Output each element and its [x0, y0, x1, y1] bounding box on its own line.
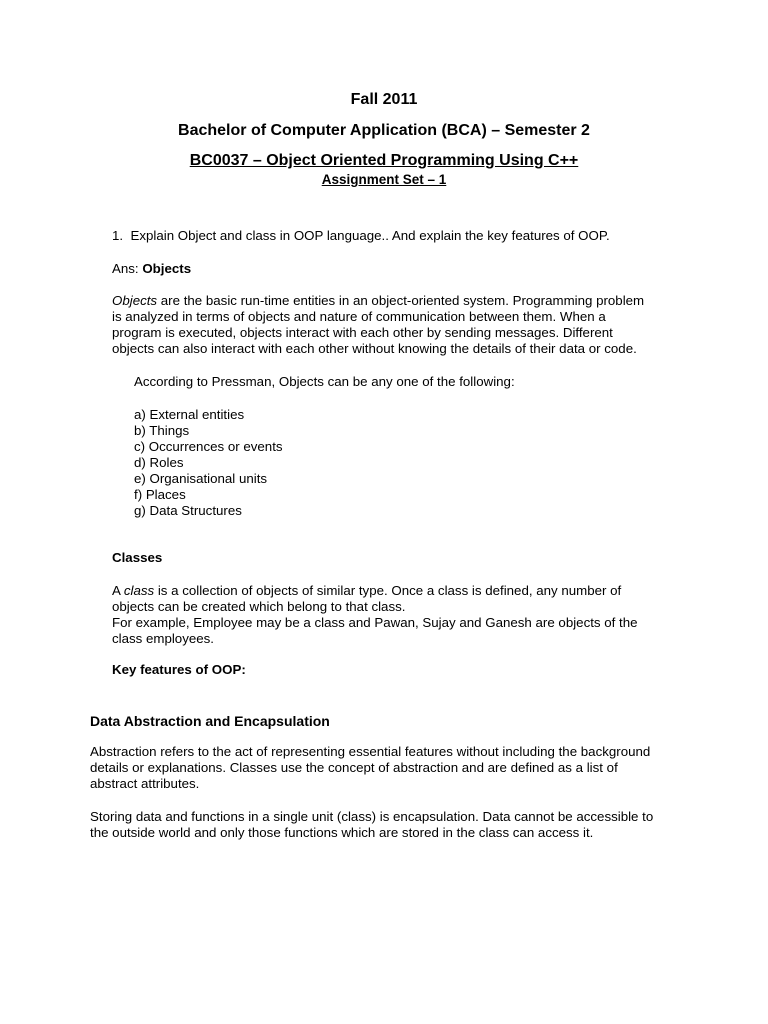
classes-para-line-3: For example, Employee may be a class and Pawan, Sujay and Ganesh are objects of the — [112, 615, 638, 630]
list-item: c) Occurrences or events — [134, 439, 283, 454]
object-types-list — [134, 407, 283, 519]
list-item: g) Data Structures — [134, 503, 242, 518]
objects-para-line-1-text: are the basic run-time entities in an object-oriented system. Programming problem — [157, 293, 645, 308]
pressman-statement: According to Pressman, Objects can be any one of the following: — [134, 374, 515, 389]
objects-paragraph — [112, 293, 672, 357]
abstraction-para-line-3: abstract attributes. — [90, 776, 200, 791]
abstraction-paragraph — [90, 744, 690, 792]
classes-heading: Classes — [112, 550, 163, 565]
abstraction-para-line-2: details or explanations. Classes use the concept of abstraction and are defined as a list of — [90, 760, 618, 775]
list-item: b) Things — [134, 423, 190, 438]
question-number: 1. — [112, 228, 124, 243]
classes-para-line-1 — [112, 583, 672, 599]
answer-prefix: Ans: — [112, 261, 143, 276]
abstraction-para-line-1: Abstraction refers to the act of representing essential features without including the background — [90, 744, 651, 759]
classes-paragraph — [112, 583, 672, 647]
course-title: BC0037 – Object Oriented Programming Using C++ — [189, 152, 579, 169]
answer-heading — [112, 261, 191, 277]
objects-term: Objects — [112, 293, 158, 308]
degree-heading: Bachelor of Computer Application (BCA) – Semester 2 — [178, 122, 590, 139]
encapsulation-para-line-1: Storing data and functions in a single unit (class) is encapsulation. Data cannot be accessible to — [90, 809, 654, 824]
classes-para-line-4: class employees. — [112, 631, 214, 646]
classes-para-line-2: objects can be created which belong to that class. — [112, 599, 406, 614]
list-item: e) Organisational units — [134, 471, 268, 486]
objects-para-line-4: objects can also interact with each other without knowing the details of their data or code. — [112, 341, 637, 356]
class-term: class — [123, 583, 155, 598]
objects-heading: Objects — [142, 261, 192, 276]
list-item: f) Places — [134, 487, 186, 502]
question-text: Explain Object and class in OOP language.. And explain the key features of OOP. — [130, 228, 610, 243]
encapsulation-para-line-2: the outside world and only those functions which are stored in the class can access it. — [90, 825, 594, 840]
assignment-set-heading: Assignment Set – 1 — [321, 172, 447, 187]
key-features-heading: Key features of OOP: — [112, 662, 246, 677]
objects-para-line-2: is analyzed in terms of objects and nature of communication between them. When a — [112, 309, 606, 324]
classes-article: A — [112, 583, 124, 598]
objects-para-line-3: program is executed, objects interact with each other by sending messages. Different — [112, 325, 613, 340]
encapsulation-paragraph — [90, 809, 690, 841]
question-1 — [112, 228, 610, 244]
data-abstraction-heading: Data Abstraction and Encapsulation — [90, 713, 330, 729]
list-item: d) Roles — [134, 455, 184, 470]
list-item: a) External entities — [134, 407, 245, 422]
term-heading: Fall 2011 — [350, 91, 418, 108]
objects-para-line-1 — [112, 293, 672, 309]
classes-para-line-1-text: is a collection of objects of similar type. Once a class is defined, any number of — [154, 583, 622, 598]
